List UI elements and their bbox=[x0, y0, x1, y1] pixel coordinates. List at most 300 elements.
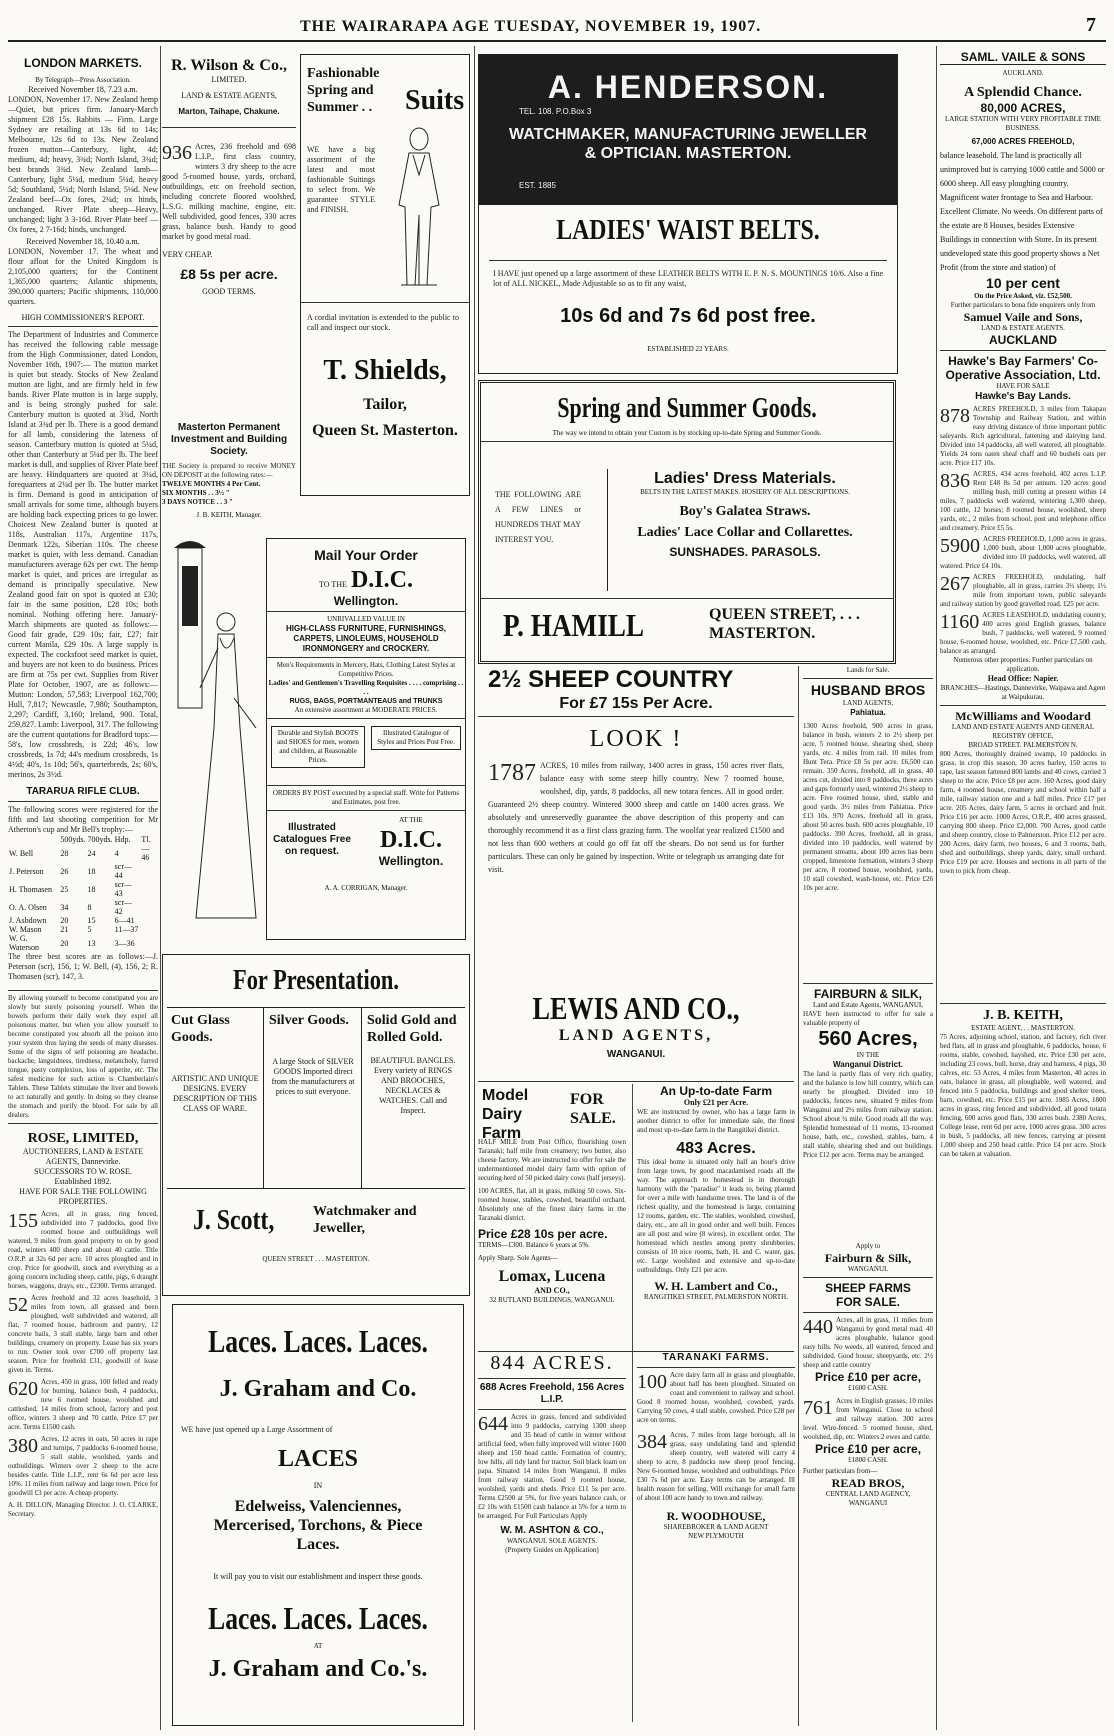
divider bbox=[8, 1123, 158, 1124]
acre-count: 155 bbox=[8, 1210, 38, 1232]
upd-price: Only £21 per Acre. bbox=[683, 1098, 749, 1107]
graham-name-top: J. Graham and Co. bbox=[219, 1376, 417, 1402]
laces-in: IN bbox=[313, 1481, 323, 1490]
divider bbox=[803, 1277, 933, 1278]
rose-subtitle: AUCTIONEERS, LAND & ESTATE AGENTS, Dannevirke. bbox=[22, 1147, 144, 1166]
suits-fashionable: Fashionable Spring and Summer . . bbox=[307, 66, 380, 115]
table-header-cell bbox=[8, 835, 59, 844]
masthead-rule bbox=[8, 40, 1106, 42]
sheep-country-title: SHEEP COUNTRY bbox=[528, 666, 734, 693]
table-header-cell: Tl. bbox=[141, 835, 151, 844]
sheep-farm-description-1: Acres, all in grass, 11 miles from Wanganui by good metal road. 40 acres ploughable, balance good easy hills. No weeds, all watered, fenced and subdivided. Good house, sheepyards, etc. 2½ sheep and cattle country bbox=[803, 1316, 933, 1369]
henderson-banner bbox=[479, 55, 897, 205]
cut-glass-column bbox=[167, 1008, 264, 1188]
shields-address: Queen St. Masterton. bbox=[312, 422, 458, 439]
table-row bbox=[8, 934, 158, 952]
table-cell: O. A. Olsen bbox=[9, 902, 47, 912]
divider bbox=[8, 990, 158, 991]
vaile-percent: 10 per cent bbox=[986, 275, 1060, 291]
dairy-heading: Model Dairy Farm bbox=[482, 1087, 529, 1142]
table-cell: 4 bbox=[114, 848, 119, 858]
table-cell: 5 bbox=[87, 925, 92, 934]
dic-mens-requirements: Men's Requirements in Mercery, Hats, Clothing Latest Styles at Competitive Prices. bbox=[276, 661, 456, 678]
lewis-sheep-country-ad bbox=[478, 666, 794, 984]
sheep-property bbox=[488, 759, 784, 876]
spring-summer-heading: Spring and Summer Goods. bbox=[557, 393, 817, 424]
chamberlain-ad: By allowing yourself to become constipated you are slowly but surely poisoning yourself. When the bowels perform their daily work they expel all poisonous matter, but when you allow yourself to become constipated you absorb all the poison into your system thus laying the seeds of many diseases. Some of the signs of self poisoning are headache, backache, languidness, tiredness, melancholy, furred tongue, pasty complexion, loss of appetite, etc. The safest medicine for such action is Chamberlain's Tablets. These Tablets stimulate the liver and bowels to act naturally and gently. In doing so they cleanse the stomach and purify the blood. For sale by all dealers. bbox=[8, 994, 158, 1119]
spring-summer-subtitle: The way we intend to obtain your Custom is by stocking up-to-date Spring and Summer Goods. bbox=[552, 429, 822, 437]
column-rule bbox=[474, 46, 475, 1730]
graham-name-bottom: J. Graham and Co.'s. bbox=[208, 1656, 428, 1682]
lomax-address: 32 RUTLAND BUILDINGS, WANGANUI. bbox=[489, 1296, 615, 1304]
fairburn-in-the: IN THE bbox=[856, 1051, 880, 1059]
ashton-name: W. M. ASHTON & CO., bbox=[500, 1525, 604, 1536]
silver-goods-text: A large Stock of SILVER GOODS Imported direct from the manufacturers at prices to suit everyone. bbox=[271, 1057, 355, 1096]
gentleman-figure-illustration bbox=[379, 125, 459, 295]
list-item bbox=[940, 535, 1106, 571]
table-row bbox=[8, 880, 158, 898]
hamill-ad bbox=[478, 380, 896, 664]
lace-collars: Ladies' Lace Collar and Collarettes. bbox=[637, 525, 853, 540]
table-cell: scr—44 bbox=[114, 862, 132, 880]
divider bbox=[481, 441, 893, 442]
table-cell: 20 bbox=[60, 938, 69, 948]
lomax-dairy-ad bbox=[478, 1084, 626, 1344]
wilson-subtitle: LAND & ESTATE AGENTS, bbox=[181, 91, 277, 100]
table-cell: 8 bbox=[87, 902, 92, 912]
column-4-inner bbox=[799, 666, 933, 1508]
wilson-terms: GOOD TERMS. bbox=[202, 287, 256, 296]
sheep-farm-further: Further particulars from— bbox=[803, 1467, 878, 1475]
mps-signature: J. B. KEITH, Manager. bbox=[196, 511, 262, 519]
wilson-acre-count: 936 bbox=[162, 142, 192, 164]
column-2 bbox=[162, 46, 472, 1730]
divider bbox=[8, 801, 158, 802]
london-markets-heading: LONDON MARKETS. bbox=[24, 56, 142, 70]
husband-name: HUSBAND BROS bbox=[810, 682, 926, 698]
mps-text: THE Society is prepared to receive MONEY ON DEPOSIT at the following rates:— bbox=[162, 462, 296, 479]
read-bros-subtitle: CENTRAL LAND AGENCY, bbox=[825, 1490, 911, 1498]
lambert-farm-ad bbox=[632, 1084, 795, 1354]
table-cell: 18 bbox=[87, 866, 96, 876]
dairy-price: Price £28 10s per acre. bbox=[478, 1227, 608, 1241]
table-cell: J. Asbdown bbox=[9, 916, 47, 925]
divider bbox=[478, 1378, 626, 1379]
rose-properties bbox=[8, 1210, 158, 1519]
dic-furniture-lines: HIGH-CLASS FURNITURE, FURNISHINGS, CARPETS, LINOLEUMS, HOUSEHOLD IRONMONGERY and CROCKERY. bbox=[286, 624, 446, 653]
read-bros-town: WANGANUI bbox=[848, 1499, 888, 1507]
acre-count: 836 bbox=[940, 470, 970, 492]
taranaki-farm-2 bbox=[637, 1431, 795, 1503]
table-cell: J. Peterson bbox=[9, 866, 44, 876]
table-cell: H. Thomasen bbox=[9, 884, 52, 894]
dairy-apply: Apply Sharp. Sole Agents— bbox=[478, 1254, 558, 1262]
upd-heading: An Up-to-date Farm bbox=[660, 1084, 772, 1098]
lambert-address: RANGITIKEI STREET, PALMERSTON NORTH. bbox=[644, 1293, 788, 1301]
scott-name: J. Scott, bbox=[193, 1205, 275, 1236]
shields-trade: Tailor, bbox=[363, 396, 407, 413]
husband-subtitle: LAND AGENTS, bbox=[842, 699, 894, 707]
laces-kinds: Edelweiss, Valenciennes, Mercerised, Torchons, & Piece Laces. bbox=[213, 1498, 423, 1553]
divider bbox=[267, 810, 465, 811]
dic-travelling: Ladies' and Gentlemen's Travelling Requisites . . . . comprising . . . . bbox=[268, 679, 464, 696]
dic-at-the: AT THE bbox=[399, 816, 423, 824]
list-item bbox=[940, 573, 1106, 609]
mcwilliams-address: BROAD STREET. PALMERSTON N. bbox=[968, 741, 1078, 749]
wilson-property bbox=[162, 142, 296, 242]
dic-boots: Durable and Stylish BOOTS and SHOES for men, women and children, at Reasonable Prices. bbox=[271, 726, 365, 768]
deposit-rate: TWELVE MONTHS 4 Per Cent. bbox=[162, 480, 261, 488]
sheep-acre-count: 1787 bbox=[488, 760, 536, 786]
vaile-subtitle: LAND & ESTATE AGENTS. bbox=[981, 324, 1065, 332]
wilson-ad bbox=[162, 46, 296, 416]
acre-count: 52 bbox=[8, 1294, 28, 1316]
dic-manager: A. A. CORRIGAN, Manager. bbox=[324, 884, 408, 892]
keith-subtitle: ESTATE AGENT, . . MASTERTON. bbox=[971, 1024, 1075, 1032]
hawkes-bay-heading: Hawke's Bay Farmers' Co-Operative Association, Ltd. bbox=[945, 354, 1101, 382]
divider bbox=[803, 678, 933, 679]
henderson-established: EST. 1885 bbox=[519, 181, 556, 190]
dic-extensive: An extensive assortment at MODERATE PRICES. bbox=[294, 706, 438, 714]
lady-posting-letter-illustration bbox=[164, 538, 262, 938]
table-cell: 28 bbox=[60, 848, 69, 858]
list-item bbox=[940, 405, 1106, 468]
hawkes-bay-lands: Hawke's Bay Lands. bbox=[975, 391, 1071, 402]
list-item bbox=[8, 1501, 158, 1519]
acre-count: 380 bbox=[8, 1435, 38, 1457]
vaile-freehold: 67,000 ACRES FREEHOLD, bbox=[971, 137, 1075, 146]
husband-town: Pahiatua. bbox=[850, 708, 886, 717]
ashton-ad bbox=[478, 1352, 626, 1722]
sheep-farm-acre-count-2: 761 bbox=[803, 1397, 833, 1419]
high-commissioner-heading: HIGH COMMISSIONER'S REPORT. bbox=[21, 313, 145, 322]
dic-rugs: RUGS, BAGS, PORTMANTEAUS and TRUNKS bbox=[289, 698, 443, 705]
table-cell: W. G. Waterson bbox=[9, 934, 40, 952]
keith-properties: 75 Acres, adjoining school, station, and factory, rich river bed flats, all in grass and ploughable, 6 paddocks, house, 6 rooms, stable, cowshed, hayshed, etc. Price £30 per acre, including 23 cows, bull, horse, dray and harness, 4 pigs, 30 calves, etc. 53 Acres, 4 miles from Masterton, 40 acres in oats, balance in grass, all ploughable, well watered, and fenced into 5 paddocks, buildings and good shelter trees, barn, cowshed, etc. Price £15 per acre. 1985 Acres, 1800 acres in grass, ring fenced and subdivided, all good totara fencing, 600 acres good flats, 330 acres bush. 2380 Acres, College lease, rent 6d per acre, 1000 acres grass. 300 acres in bush, 5 paddocks, all new fences, carrying at present 1,000 sheep and 250 head cattle. Price £4 per acre. Stock can be taken at valuation. bbox=[940, 1033, 1106, 1158]
divider bbox=[803, 983, 933, 984]
rose-limited-heading: ROSE, LIMITED, bbox=[27, 1131, 139, 1146]
table-cell: scr—43 bbox=[114, 880, 132, 898]
page-number: 7 bbox=[1086, 14, 1096, 36]
sheep-country-heading bbox=[488, 666, 794, 694]
vaile-town: AUCKLAND. bbox=[1002, 69, 1044, 77]
galatea-straws: Boy's Galatea Straws. bbox=[679, 504, 811, 519]
dairy-terms: TERMS—£300. Balance 6 years at 5%. bbox=[478, 1241, 590, 1249]
property-description: ACRES LEASEHOLD, undulating country, 400 acres good English grasses, balance bush, 7 paddocks, well watered, 9 roomed house, 6-roomed house, woolshed, etc. Price £7,500 cash, balance as arranged. bbox=[940, 611, 1106, 655]
dic-catalogue: Illustrated Catalogue of Styles and Prices Post Free. bbox=[371, 726, 461, 750]
vaile-price: On the Price Asked, viz. £52,500. bbox=[974, 292, 1072, 300]
hawkes-bay-numerous: Numerous other properties. Further particulars on application. bbox=[953, 656, 1093, 673]
upd-acres: 483 Acres. bbox=[676, 1140, 756, 1157]
rifle-club-heading: TARARUA RIFLE CLUB. bbox=[26, 786, 140, 797]
property-description: Acres, all in grass, ring fenced, subdivided into 7 paddocks, good five roomed house and outbuildings well watered, 9 miles from good property to on by good road, winters 400 sheep and about 40 cattle. Title O.R.P. at 32s 6d per acre. 10 acres ploughed and in crop. Price for goodwill, stock and everything as a going concern including sheep, cattle, pigs, 6 draught horses, waggons, drays, etc., £2300. Terms arranged. bbox=[8, 1210, 158, 1290]
list-item bbox=[940, 611, 1106, 656]
hawkes-bay-office: Head Office: Napier. bbox=[987, 674, 1059, 683]
table-cell: 3—36 bbox=[114, 938, 135, 948]
table-row bbox=[8, 916, 158, 925]
taranaki-acre-count-2: 384 bbox=[637, 1431, 667, 1453]
wilson-price: £8 5s per acre. bbox=[180, 266, 278, 282]
ashton-freehold: 688 Acres Freehold, 156 Acres L.I.P. bbox=[479, 1382, 625, 1405]
spring-following-lines: THE FOLLOWING ARE A FEW LINES or HUNDREDS THAT MAY INTEREST YOU. bbox=[495, 490, 581, 544]
table-cell: 20 bbox=[60, 916, 69, 925]
mcwilliams-name: McWilliams and Woodard bbox=[955, 709, 1091, 723]
column-5 bbox=[940, 46, 1106, 1730]
newspaper-title: THE WAIRARAPA AGE TUESDAY, NOVEMBER 19, 1907. bbox=[300, 18, 762, 35]
table-cell: 34 bbox=[60, 902, 69, 912]
lomax-co: AND CO., bbox=[534, 1286, 570, 1295]
cut-glass-text: ARTISTIC AND UNIQUE DESIGNS. EVERY DESCRIPTION OF THIS CLASS OF WARE. bbox=[171, 1074, 259, 1113]
woodhouse-inner bbox=[633, 1352, 795, 1541]
acre-count: 1160 bbox=[940, 611, 980, 633]
column-rule bbox=[160, 46, 161, 1730]
hawkes-bay-properties bbox=[940, 405, 1106, 656]
laces-at: AT bbox=[313, 1642, 323, 1650]
property-description: Acres, 12 acres in oats, 50 acres in rape and turnips, 7 paddocks 6-roomed house, 5 stall stable, woolshed, yards and outbuildings. Winters over 2 sheep to the acre besides cattle. Title L.I.P., rent 6s 6d per acre less 10%. 11 miles from railway and large town. Price for goodwill £3 per acre. A cheap property. bbox=[8, 1435, 158, 1497]
table-cell: 25 bbox=[60, 884, 69, 894]
ashton-acre-count: 644 bbox=[478, 1413, 508, 1435]
dairy-intro: HALF MILE from Post Office, flourishing town Taranaki; half mile from creamery; two butter, also cheese factory. We are instructed to offer for sale the undermentioned model dairy farm with option of securing herd of 50 picked dairy cows (half jerseys). bbox=[478, 1138, 626, 1182]
dairy-heading-row bbox=[478, 1084, 626, 1142]
vaile-name-2: Samuel Vaile and Sons, bbox=[963, 310, 1083, 324]
list-item bbox=[8, 1378, 158, 1432]
woodhouse-ad bbox=[632, 1352, 795, 1722]
dic-illustrated-catalogues: Illustrated Catalogues Free on request. bbox=[273, 822, 351, 857]
wilson-description: Acres, 236 freehold and 698 L.I.P., first class country, winters 3 dry sheep to the acre good 5-roomed house, yards, orchard, outbuildings, etc on freehold section, including concrete floored woolshed, L.S.G. milking machine, engine, etc. Well subdivided, good fences, 330 acres grass, balance bush. Handy to good market by good metal road. bbox=[162, 142, 296, 241]
upd-description: This ideal home is situated only half an hour's drive from large town, by good macadamised roads all the way. The approach to homestead is in thorough harmony with the "paradise" it leads to, being planted for over a mile with handsome trees. The land is of the richest quality, and the homestead is large, containing 12 rooms, garden, etc. The stables, woolshed, cowshed, dairy, etc., are all in good order and well built. Fences are all post and wire (8 wires), in excellent order. The homestead which nestles among pretty shrubberies, consists of 10 nice rooms, bath, H. and C. water, gas, etc. Large woolshed and extensive and up-to-date outbuildings. Only £21 per acre. bbox=[637, 1158, 795, 1274]
lands-for-sale: Lands for Sale. bbox=[846, 666, 890, 674]
solid-gold-column bbox=[363, 1008, 463, 1188]
taranaki-description-1: Acre dairy farm all in grass and ploughable, about half has been ploughed. Situated on coast and convenient to railway and school. Good 8 roomed house, woolshed, cowshed, yards. Carrying 50 cows, 4 stall stable, cowshed. Price £28 per acre on terms. bbox=[637, 1371, 795, 1424]
rifle-club-summary: The three best scores are as follows:—J. Peterson (scr), 156, 1; W. Bell, (4), 156, 2; R. Thomasen (scr), 147, 3. bbox=[8, 952, 158, 981]
table-cell: 6—41 bbox=[114, 916, 135, 925]
taranaki-farm-1 bbox=[637, 1371, 795, 1425]
fairburn-district: Wanganui District. bbox=[833, 1060, 903, 1069]
rose-established: Established 1892. bbox=[54, 1177, 112, 1186]
rose-have-for-sale: HAVE FOR SALE THE FOLLOWING PROPERTIES. bbox=[19, 1187, 147, 1206]
property-description: ACRES FREEHOLD, 1,000 acres in grass, 1,000 bush, about 1,000 acres ploughable, divided into 10 paddocks, well watered, all watered. Price £4 10s. bbox=[940, 535, 1106, 570]
divider bbox=[940, 705, 1106, 706]
presentation-heading: For Presentation. bbox=[233, 965, 399, 996]
lewis-agents bbox=[478, 990, 794, 1076]
cut-glass-heading: Cut Glass Goods. bbox=[171, 1013, 230, 1045]
lambert-inner bbox=[633, 1084, 795, 1302]
table-row bbox=[8, 898, 158, 916]
table-cell: —46 bbox=[141, 844, 150, 862]
woodhouse-town: NEW PLYMOUTH bbox=[688, 1532, 744, 1540]
solid-gold-text: BEAUTIFUL BANGLES. Every variety of RINGS AND BROOCHES, NECKLACES & WATCHES. Call and Inspect. bbox=[370, 1056, 456, 1115]
solid-gold-heading: Solid Gold and Rolled Gold. bbox=[367, 1013, 457, 1045]
taranaki-acre-count-1: 100 bbox=[637, 1371, 667, 1393]
silver-goods-column bbox=[265, 1008, 362, 1188]
table-cell: 26 bbox=[60, 866, 69, 876]
dic-town-2: Wellington. bbox=[378, 854, 444, 868]
table-cell: 21 bbox=[60, 925, 69, 934]
divider bbox=[478, 1081, 794, 1082]
mcwilliams-subtitle: LAND AND ESTATE AGENTS AND GENERAL REGISTRY OFFICE, bbox=[951, 723, 1095, 740]
table-cell: 11—37 bbox=[114, 925, 139, 934]
divider bbox=[481, 598, 893, 599]
london-received-1: Received November 18, 7.23 a.m. bbox=[28, 85, 138, 94]
divider bbox=[267, 657, 465, 658]
vaile-description: balance leasehold. The land is practically all unimproved but is carrying 1000 cattle and 5000 or 6000 sheep. All easy ploughing country. Magnificent water frontage to Sea and Harbour. Excellent Climate. No weeds. On different parts of the estate are 8 Houses, besides Extensive Buildings in connection with Store. In its present undeveloped state this good property shows a Net Profit (from the store and station) of bbox=[940, 151, 1105, 272]
property-description: Acres, 450 in grass, 100 felled and ready for burning, balance bush, 4 paddocks, new 6 roomed house, woolshed and cattleshed, 14 miles from school, factory and post office, winters 3 sheep and 70 cattle. Price £7 per acre. Terms £1500 cash. bbox=[8, 1378, 158, 1431]
scott-address: QUEEN STREET . . . MASTERTON. bbox=[262, 1255, 370, 1263]
divider bbox=[267, 785, 465, 786]
fairburn-description: The land is partly flats of very rich quality, and the balance is low hill country, which can nearly be ploughed. Divided into 10 paddocks, fences new, situated 9 miles from Wanganui and 2½ miles from railway station. School about ¼ mile. Good roads all the way. Splendid homestead of 11 rooms, 13-roomed house, bath, etc., cowshed, stables, barn, 4 stall stable, shearing shed and out buildings. Price £12 per acre. Terms may be arranged. bbox=[803, 1070, 933, 1159]
sunshades-parasols: SUNSHADES. PARASOLS. bbox=[669, 545, 821, 559]
table-row bbox=[8, 844, 158, 862]
henderson-name: A. HENDERSON. bbox=[547, 69, 829, 105]
waist-belts-heading: LADIES' WAIST BELTS. bbox=[556, 215, 820, 246]
lomax-name: Lomax, Lucena bbox=[498, 1268, 606, 1285]
property-description: Acres freehold and 32 acres leasehold, 3 miles from town, all grassed and been ploughed, well subdivided and watered, all flat, 7 roomed house, bathroom and pantry, 12 concrete bails, 3 stall stable, large barn and other buildings, creamery on property. Lease has six years to run. Owner took over £700 off property last season. Price for freehold £31, goodwill of lease given in. Terms. bbox=[8, 1294, 158, 1374]
fairburn-have: HAVE been instructed to offer for sale a valuable property of bbox=[803, 1010, 933, 1027]
dic-boots-row bbox=[267, 722, 465, 782]
sheep-farm-2 bbox=[803, 1397, 933, 1442]
sheep-look: LOOK ! bbox=[589, 726, 683, 752]
laces-visit: It will pay you to visit our establishment and inspect these goods. bbox=[213, 1572, 423, 1581]
london-byline: By Telegraph—Press Association. bbox=[35, 76, 131, 84]
scott-trade: Watchmaker and Jeweller, bbox=[313, 1204, 417, 1236]
silver-goods-heading: Silver Goods. bbox=[269, 1013, 349, 1028]
lewis-town: WANGANUI. bbox=[606, 1049, 666, 1060]
rifle-club-intro: The following scores were registered for the fifth and last shooting competition for Mr Atherton's cup and Mr Bell's trophy:— bbox=[8, 805, 158, 834]
property-description: A. H. DILLON, Managing Director. J. O. CLARKE, Secretary. bbox=[8, 1501, 158, 1518]
sheep-farms-heading: SHEEP FARMS FOR SALE. bbox=[825, 1281, 911, 1309]
wilson-very-cheap: VERY CHEAP. bbox=[162, 250, 213, 259]
masterton-permanent-ad bbox=[162, 422, 296, 532]
table-row bbox=[8, 925, 158, 934]
divider bbox=[267, 718, 465, 719]
sheep-farm-description-2: Acres in English grasses, 10 miles from Wanganui. Close to school and railway station. 300 acres level. Wire-fenced. 5 roomed house, shed, woolshed, dip, etc. Winters 2 ewes and cattle. bbox=[803, 1397, 933, 1441]
shields-suits-ad bbox=[300, 54, 470, 496]
fairburn-acres: 560 Acres, bbox=[818, 1028, 918, 1050]
read-bros-name: READ BROS, bbox=[831, 1476, 905, 1490]
london-report-1: LONDON, November 17. New Zealand hemp—Quiet, but prices firm. January-March shipment £28 15s. Rabbits — Firm. Large Sydney are retailing at 13s 6d to 14s; Melbourne, 12s 6d to 13s. New Zealand frozen mutton—Canterbury, light, 4d; medium, 4d; heavy, 3¾d; North Island, 3¾d; best brands 3¾d. New Zealand lamb—Canterbury, light 5¼d, medium 5¼d, heavy 5d; Southland, 5¼d; North Island, 5⅛d. New Zealand beef—Ox fores, 2¼d; ox hinds, unchanged. River Plate sheep—Heavy, unchanged; light 3 3-16d. River Plate beef — Ox fores, 2 7-16d; hinds, unchanged. bbox=[8, 95, 158, 234]
acre-count: 267 bbox=[940, 573, 970, 595]
henderson-trade: WATCHMAKER, MANUFACTURING JEWELLER & OPTICIAN. MASTERTON. bbox=[509, 126, 867, 162]
fairburn-subtitle: Land and Estate Agents, WANGANUI, bbox=[813, 1001, 923, 1009]
deposit-rate: 3 DAYS NOTICE . . 3 " bbox=[162, 498, 233, 506]
ashton-subtitle: WANGANUI. SOLE AGENTS. bbox=[506, 1537, 598, 1545]
list-item bbox=[8, 1294, 158, 1375]
acre-count: 5900 bbox=[940, 535, 980, 557]
ashton-844-acres: 844 ACRES. bbox=[490, 1352, 614, 1374]
suits-description: WE have a big assortment of the latest and most fashionable Suitings to select from. We guarantee STYLE and FINISH. bbox=[307, 145, 375, 214]
fairburn-town: WANGANUI. bbox=[847, 1265, 889, 1273]
fairburn-apply: Apply to bbox=[855, 1242, 881, 1250]
table-cell: scr—42 bbox=[114, 898, 132, 916]
ashton-property bbox=[478, 1413, 626, 1521]
taranaki-description-2: Acres, 7 miles from large borough, all in grass, easy undulating land and splendid sheep country, well watered will carry 4 sheep to acre, 8 paddocks new sheep proof fencing. New 6-roomed house, woolshed and outbuildings. Price £30 7s 6d per acre. Easy terms can be arranged. Ill health reason for selling. Will exchange for small farm of about 100 acre handy to town and railway. bbox=[637, 1431, 795, 1502]
divider bbox=[637, 1367, 795, 1368]
divider bbox=[489, 260, 887, 261]
sheep-farm-price-2: Price £10 per acre, bbox=[814, 1442, 922, 1456]
fairburn-name: FAIRBURN & SILK, bbox=[814, 987, 922, 1001]
laces-heading-top: Laces. Laces. Laces. bbox=[208, 1323, 428, 1359]
ashton-note: (Property Guides on Application) bbox=[505, 1546, 599, 1554]
vaile-auckland: AUCKLAND bbox=[989, 333, 1057, 347]
dic-mail-your-order: Mail Your Order bbox=[314, 547, 418, 563]
hamill-address: QUEEN STREET, . . . MASTERTON. bbox=[709, 606, 860, 642]
divider bbox=[940, 350, 1106, 351]
ashton-description: Acres in grass, fenced and subdivided into 9 paddocks, carrying 1300 sheep and 35 head of cattle in winter without artificial feed, when fully improved will winter 1600 sheep and 150 head cattle. Formation of country, low hills, all tidy land for tractor. Soil black loam on papa. Situated 14 miles from Wanganui, 8 miles from railway station. Good 9 roomed house, woolshed, yards and sheds. Price £11 5s per acre. Terms £2500 at 5%, for five years balance cash, or £2 10s with £1500 cash balance at 5% for a term to be arranged. For Full Particulars Apply bbox=[478, 1413, 626, 1520]
waist-belts-price: 10s 6d and 7s 6d post free. bbox=[560, 305, 816, 327]
belts-hosiery: BELTS IN THE LATEST MAKES. HOSIERY OF ALL DESCRIPTIONS. bbox=[640, 488, 850, 496]
dic-unrivalled: UNRIVALLED VALUE IN bbox=[327, 615, 405, 623]
property-description: ACRES FREEHOLD, 3 miles from Takapau Township and Railway Station, and within easy driving distance of three important public saleyards. Rich agricultural, fattening and dairying land. Divided into 14 paddocks, all well watered, all ploughable. Yields 24 tons oaten sheaf chaff and 60 bushels oats per acre. Price £17 10s. bbox=[940, 405, 1106, 467]
keith-name: J. B. KEITH, bbox=[983, 1008, 1063, 1023]
table-cell: W. Bell bbox=[9, 848, 34, 858]
table-header-cell: 500yds. bbox=[60, 835, 86, 844]
acre-count: 620 bbox=[8, 1378, 38, 1400]
wilson-towns: Marton, Taihape, Chakune. bbox=[178, 107, 280, 116]
list-item bbox=[8, 1210, 158, 1291]
divider bbox=[478, 716, 794, 717]
lambert-name: W. H. Lambert and Co., bbox=[654, 1279, 778, 1293]
property-description: ACRES, 434 acres freehold, 402 acres L.I.P. Rent £48 8s 5d per annum. 120 acres good milling bush, mill cutting at present within 14 miles, 7 paddocks well watered, wintering 1,300 sheep, 100 cattle, 12 horses; 8 roomed house, woolshed, sheep yards, etc., 2 miles from school, post and telephone office and creamery. Price £5 5s. bbox=[940, 470, 1106, 532]
dress-materials: Ladies' Dress Materials. bbox=[654, 470, 836, 487]
divider bbox=[162, 127, 296, 128]
woodhouse-subtitle: SHAREBROKER & LAND AGENT bbox=[663, 1523, 769, 1531]
table-cell: 18 bbox=[87, 884, 96, 894]
sheep-description: ACRES, 10 miles from railway, 1400 acres in grass, 150 acres river flats, balance easy with some steep hilly country. New 7 roomed house, woolshed, dip, yards, 8 paddocks, all new totara fences. All in good order. Guaranteed 2½ sheep country. Wintered 3000 sheep and cattle on 1400 acres grass. We absolutely and unreservedly guarantee the above description of this property and can thoroughly recommend it as a first class grazing farm. The woolfat year realized £1500 and not less than 600 wethers at could go off fat off the shears. Do not send us for further particulars. These can only be gained by inspection. Write or telegraph us arranging date for visit. bbox=[488, 761, 784, 874]
mps-rates bbox=[162, 480, 296, 507]
table-header-cell: Hdp. bbox=[114, 835, 131, 844]
sheep-farm-1 bbox=[803, 1316, 933, 1370]
vaile-name: SAML. VAILE & SONS bbox=[940, 50, 1106, 65]
dic-name-row bbox=[267, 566, 465, 594]
vaile-further: Further particulars to bona fide enquirers only from bbox=[950, 301, 1096, 309]
sheep-farm-cash-2: £1800 CASH. bbox=[848, 1456, 888, 1464]
dic-name: D.I.C. bbox=[350, 567, 413, 593]
table-header-row bbox=[8, 835, 158, 844]
wilson-name: R. Wilson & Co., bbox=[171, 57, 287, 74]
divider bbox=[301, 302, 469, 303]
mcwilliams-properties: 800 Acres, thoroughly drained swamp, 10 paddocks in grass, in crop this season, 30 acres barley, 150 acres to rape, last season fattened 800 lambs and 40 cows, carried 3 sheep to the acre. Price £8 per acre. 160 Acres, good dairy farm, 4 roomed house, creamery and school within half a mile, railway station one and a half miles. Price £17 per acre. 205 Acres, dairy farm, 5 acres in orchard and fruit. Price £16 per acre. 1000 Acres, O.R.P., 400 acres grassed, carrying 800 sheep. Price £2,000. 700 Acres, good cattle and sheep country, close to Palmerston. Price £12 per acre. 200 Acres, dairy farm, two houses, 6 and 3 rooms, bath, shed and outbuildings, sheep yards, dairy, small orchard. Price £19 per acre. Houses and sections in all parts of the town to pick from cheap. bbox=[940, 750, 1106, 875]
dairy-for-sale: FOR SALE. bbox=[570, 1091, 616, 1127]
suits-heading: Suits bbox=[405, 85, 465, 116]
presentation-columns bbox=[167, 1007, 465, 1189]
henderson-telephone: TEL. 108. P.O.Box 3 bbox=[519, 107, 592, 116]
woodhouse-name: R. WOODHOUSE, bbox=[666, 1509, 766, 1523]
sheep-country-price: For £7 15s Per Acre. bbox=[559, 695, 713, 712]
list-item bbox=[8, 1435, 158, 1498]
column-rule bbox=[936, 46, 937, 1730]
vaile-splendid-chance: A Splendid Chance. bbox=[964, 85, 1082, 100]
london-received-2: Received November 18, 10.40 a.m. bbox=[26, 237, 140, 246]
rifle-scores-table bbox=[8, 835, 158, 952]
waist-belts-text: I HAVE just opened up a large assortment of these LEATHER BELTS WITH E. P. N. S. MOUNTINGS 10/6. Also a fine lot of ALL NICKEL, Made Adjustable so as to fit any waist, bbox=[493, 269, 883, 288]
suits-cordial-invitation: A cordial invitation is extended to the public to call and inspect our stock. bbox=[307, 313, 459, 332]
divider bbox=[267, 611, 465, 612]
sheep-fraction: 2½ bbox=[488, 666, 522, 693]
taranaki-farms-heading: TARANAKI FARMS. bbox=[662, 1352, 770, 1363]
column-3-4 bbox=[476, 46, 934, 1730]
table-cell: 24 bbox=[87, 848, 96, 858]
graham-laces-ad bbox=[172, 1304, 464, 1726]
sheep-farm-acre-count-1: 440 bbox=[803, 1316, 833, 1338]
shields-name: T. Shields, bbox=[323, 355, 447, 386]
scott-presentation-ad bbox=[162, 954, 470, 1296]
deposit-rate: SIX MONTHS . . 3½ " bbox=[162, 489, 230, 497]
divider bbox=[478, 1409, 626, 1410]
laces-intro: WE have just opened up a Large Assortment of bbox=[181, 1425, 333, 1434]
lewis-name: LEWIS AND CO., bbox=[532, 990, 740, 1026]
divider bbox=[803, 1312, 933, 1313]
hawkes-bay-have: HAVE FOR SALE bbox=[996, 382, 1050, 390]
